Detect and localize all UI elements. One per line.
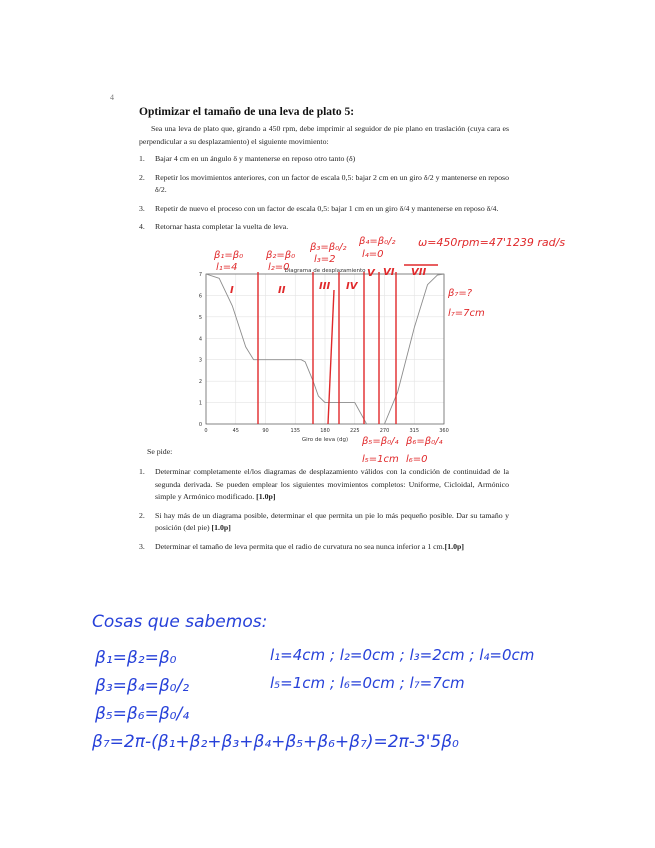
x-tick-label: 225 xyxy=(349,428,360,434)
notes-line: β₇=2π-(β₁+β₂+β₃+β₄+β₅+β₆+β₇)=2π-3'5β₀ xyxy=(92,732,459,752)
x-tick-label: 90 xyxy=(262,428,269,434)
list-item: 3. Determinar el tamaño de leva permita que el radio de curvatura no sea nunca inferior a 1 cm.[1.0p] xyxy=(139,541,464,551)
x-tick-label: 135 xyxy=(290,428,301,434)
list-item: 3. Repetir de nuevo el proceso con un factor de escala 0,5: bajar 1 cm en un giro δ/4 y mantenerse en reposo δ/4. xyxy=(139,203,499,213)
x-tick-label: 180 xyxy=(320,428,330,434)
y-tick-label: 4 xyxy=(198,336,202,343)
page-number: 4 xyxy=(110,93,114,102)
red-label: β₄=β₀/₂ xyxy=(359,236,396,247)
roman-numeral: VI xyxy=(383,267,395,278)
red-label: β₆=β₀/₄ xyxy=(406,436,443,447)
chart-title: Diagrama de desplazamiento xyxy=(284,268,366,274)
x-tick-label: 45 xyxy=(232,428,239,434)
notes-line: β₁=β₂=β₀ xyxy=(95,648,177,668)
red-label: l₂=0 xyxy=(268,262,290,273)
notes-line: β₅=β₆=β₀/₄ xyxy=(95,704,190,724)
red-omega: ω=450rpm=47'1239 rad/s xyxy=(418,236,566,249)
y-tick-label: 0 xyxy=(198,422,202,428)
red-label: l₁=4 xyxy=(216,262,238,273)
notes-line: l₅=1cm ; l₆=0cm ; l₇=7cm xyxy=(270,674,465,692)
red-label: l₅=1cm xyxy=(362,454,399,465)
list-item: 4. Retornar hasta completar la vuelta de leva. xyxy=(139,222,289,231)
list-item: 2. Repetir los movimientos anteriores, con un factor de escala 0,5: bajar 2 cm en un giro δ/2 y mantenerse en reposo δ/2. xyxy=(139,172,509,194)
se-pide-label: Se pide: xyxy=(147,447,173,456)
x-tick-label: 360 xyxy=(439,428,449,434)
chart-xlabel: Giro de leva (dg) xyxy=(301,437,349,443)
red-label: l₇=7cm xyxy=(448,308,485,319)
problem-title: Optimizar el tamaño de una leva de plato 5: xyxy=(139,106,355,118)
roman-numeral: I xyxy=(230,285,234,296)
red-label: β₅=β₀/₄ xyxy=(362,436,399,447)
list-item: 1. Bajar 4 cm en un ángulo δ y mantenerse en reposo otro tanto (δ) xyxy=(139,154,356,163)
list-item: 2. Si hay más de un diagrama posible, determinar el que permita un pie lo más pequeño posible. Dar su tamaño y posición (del pie) [1.0p] xyxy=(139,510,509,532)
notes-heading: Cosas que sabemos: xyxy=(92,612,268,632)
roman-numeral: VII xyxy=(411,267,427,278)
problem-intro: Sea una leva de plato que, girando a 450 rpm, debe imprimir al seguidor de pie plano en traslación (cuya cara es perpendicular a su desplazamiento) el siguiente movimiento: xyxy=(139,124,509,146)
y-tick-label: 3 xyxy=(198,357,202,364)
notes-line: l₁=4cm ; l₂=0cm ; l₃=2cm ; l₄=0cm xyxy=(270,646,535,664)
red-label: β₂=β₀ xyxy=(266,250,296,261)
roman-numeral: III xyxy=(319,281,331,292)
roman-numeral: II xyxy=(278,285,286,296)
y-tick-label: 1 xyxy=(198,400,202,407)
roman-numeral: V xyxy=(367,268,375,279)
x-tick-label: 315 xyxy=(409,428,420,434)
red-label: β₃=β₀/₂ xyxy=(310,242,347,253)
x-tick-label: 0 xyxy=(204,428,208,434)
red-label: β₁=β₀ xyxy=(214,250,244,261)
y-tick-label: 2 xyxy=(198,379,202,386)
notes-line: β₃=β₄=β₀/₂ xyxy=(95,676,190,696)
red-label: l₃=2 xyxy=(314,254,336,265)
x-tick-label: 270 xyxy=(379,428,390,434)
red-label: l₆=0 xyxy=(406,454,428,465)
y-tick-label: 5 xyxy=(198,314,202,321)
red-label: l₄=0 xyxy=(362,249,384,260)
red-label: β₇=? xyxy=(448,288,473,299)
y-tick-label: 6 xyxy=(198,293,202,300)
roman-numeral: IV xyxy=(346,281,358,292)
list-item: 1. Determinar completamente el/los diagramas de desplazamiento válidos con la condición de continuidad de la segunda derivada. Se pueden emplear los siguientes movimientos completos: Uniforme, Cicloidal, Armónico simple y Armónico modificado. [1.0p] xyxy=(139,467,509,501)
y-tick-label: 7 xyxy=(198,272,202,278)
